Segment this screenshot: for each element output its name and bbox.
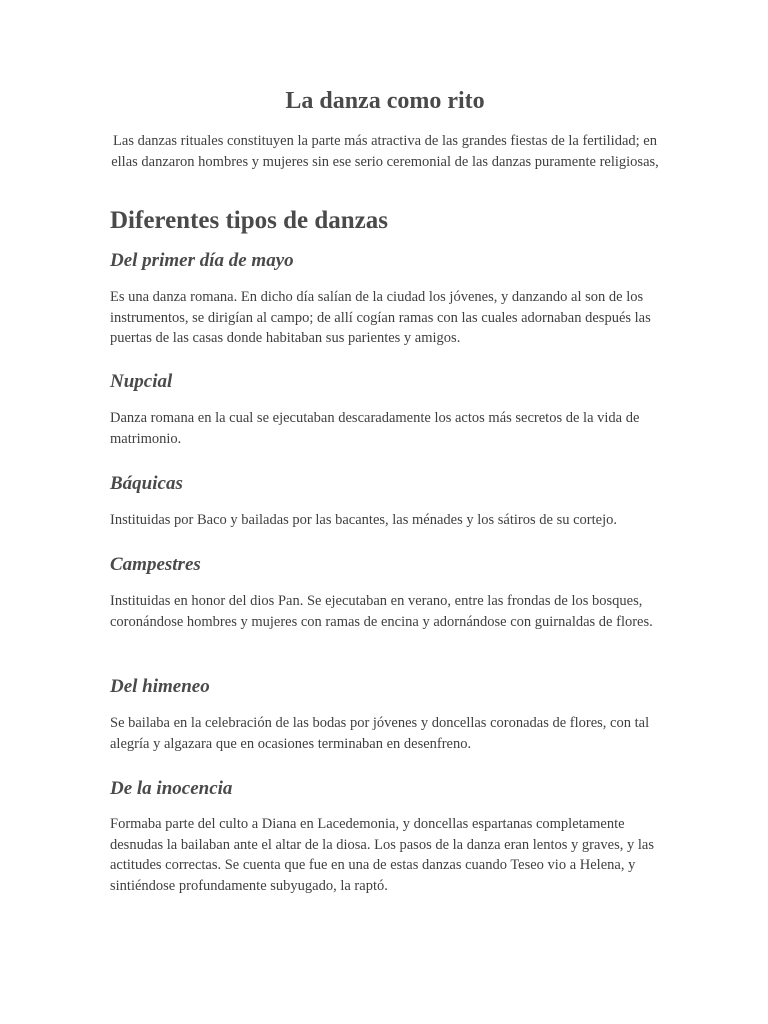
subheading-del-himeneo: Del himeneo [110, 676, 210, 697]
paragraph-campestres: Instituidas en honor del dios Pan. Se ejecutaban en verano, entre las frondas de los bosques, coronándose hombres y mujeres con ramas de encina y adornándose con guirnaldas de flores. [110, 593, 653, 630]
paragraph-del-himeneo: Se bailaba en la celebración de las bodas por jóvenes y doncellas coronadas de flores, con tal alegría y algazara que en ocasiones terminaban en desenfreno. [110, 715, 650, 752]
subheading-nupcial: Nupcial [110, 371, 173, 392]
subheading-primer-dia-de-mayo: Del primer día de mayo [110, 250, 294, 271]
subheading-de-la-inocencia: De la inocencia [110, 778, 233, 799]
subheading-baquicas: Báquicas [110, 473, 183, 494]
paragraph-de-la-inocencia: Formaba parte del culto a Diana en Lacedemonia, y doncellas espartanas completamente desnudas la bailaban ante el altar de la diosa. Los pasos de la danza eran lentos y graves, y las actitudes correctas. Se cuenta que fue en una de estas danzas cuando Teseo vio a Helena, y sintiéndose profundamente subyugado, la raptó. [110, 816, 654, 895]
section-title: Diferentes tipos de danzas [110, 207, 389, 234]
paragraph-primer-dia-de-mayo: Es una danza romana. En dicho día salían de la ciudad los jóvenes, y danzando al son de los instrumentos, se dirigían al campo; de allí cogían ramas con las cuales adornaban después las puertas de las casas donde habitaban sus parientes y amigos. [110, 289, 651, 347]
paragraph-nupcial: Danza romana en la cual se ejecutaban descaradamente los actos más secretos de la vida de matrimonio. [110, 410, 640, 447]
paragraph-baquicas: Instituidas por Baco y bailadas por las bacantes, las ménades y los sátiros de su cortejo. [110, 512, 617, 528]
document-title: La danza como rito [285, 88, 485, 114]
intro-paragraph: Las danzas rituales constituyen la parte más atractiva de las grandes fiestas de la fertilidad; en ellas danzaron hombres y mujeres sin ese serio ceremonial de las danzas puramente religiosas, [111, 133, 659, 170]
subheading-campestres: Campestres [110, 554, 201, 575]
